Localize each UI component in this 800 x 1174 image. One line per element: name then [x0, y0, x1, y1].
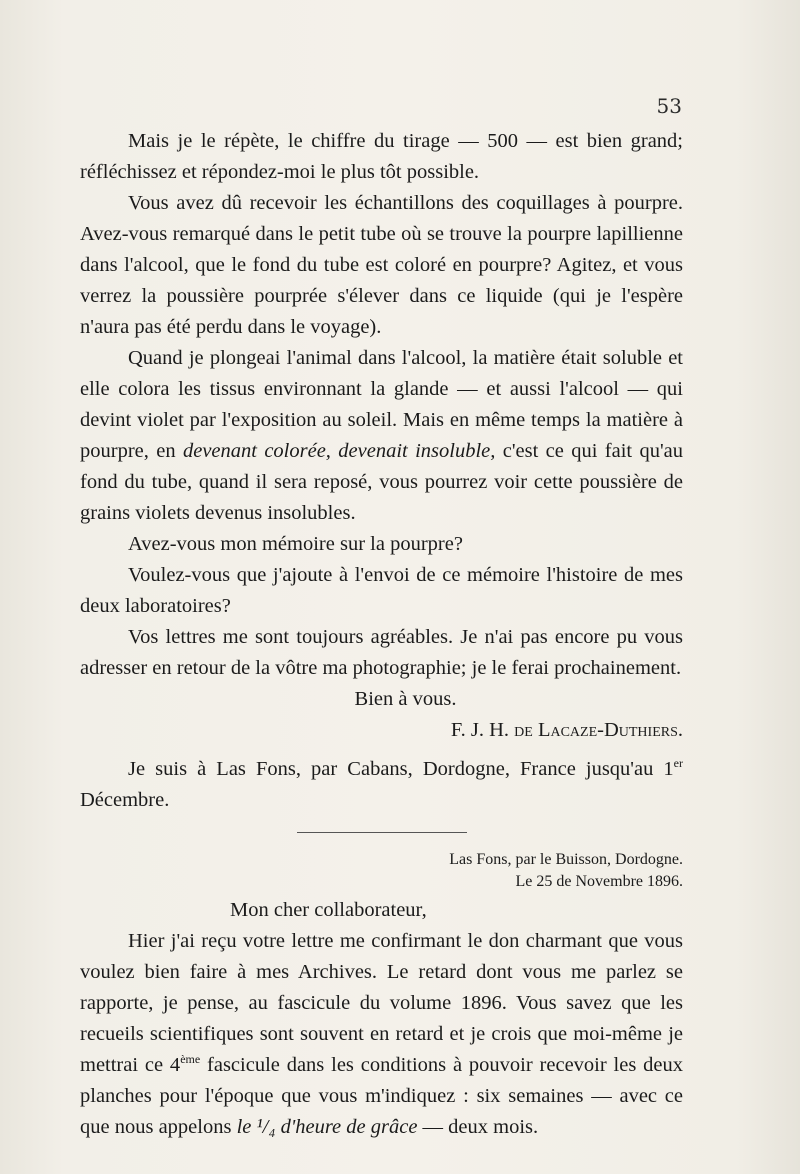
signature-name: de Lacaze-Duthiers.	[514, 719, 683, 741]
italic-phrase: devenant colorée, devenait insoluble,	[182, 440, 496, 462]
signature	[80, 715, 683, 746]
paragraph-text: Quand je plongeai l'animal dans l'alcool, la matière était soluble et elle colora les tissus environnant la glande — et aussi l'alcool — qui devint violet par l'exposition au soleil. Mais en même temps la matière à pourpre, en	[80, 347, 683, 462]
postscript-text-end: Décembre.	[80, 789, 170, 811]
paragraph-text: c'est ce qui fait qu'au fond du tube, quand il sera reposé, vous pourrez voir cette poussière de grains violets devenus insolubles.	[80, 440, 684, 524]
paragraph-text: fascicule dans les conditions à pouvoir recevoir les deux planches pour l'époque que vous m'indiquez : six semaines — avec ce que nous appelons	[80, 1054, 683, 1138]
paragraph: Avez-vous mon mémoire sur la pourpre?	[128, 533, 463, 555]
paragraph-text: Hier j'ai reçu votre lettre me confirmant le don charmant que vous voulez bien faire à mes Archives. Le retard dont vous me parlez se rapporte, je pense, au fascicule du volume 1896. Vous savez que les recueils scientifiques sont souvent en retard et je crois que moi-même je mettrai ce 4	[80, 930, 683, 1076]
separator-rule	[297, 832, 467, 833]
paragraph: Voulez-vous que j'ajoute à l'envoi de ce mémoire l'histoire de mes deux laboratoires?	[80, 564, 683, 617]
postscript-sup: er	[673, 756, 683, 771]
dateline-date: Le 25 de Novembre 1896.	[515, 873, 683, 890]
paragraph: Vous avez dû recevoir les échantillons des coquillages à pourpre. Avez-vous remarqué dans le petit tube où se trouve la pourpre lapillienne dans l'alcool, que le fond du tube est coloré en pourpre? Agitez, et vous verrez la poussière pourprée s'élever dans ce liquide (qui je l'espère n'aura pas été perdu dans le voyage).	[80, 192, 683, 338]
page-number: 53	[656, 94, 682, 118]
paragraph-text: — deux mois.	[417, 1116, 539, 1138]
paragraph	[80, 343, 683, 529]
paragraph: Vos lettres me sont toujours agréables. Je n'ai pas encore pu vous adresser en retour de la vôtre ma photographie; je le ferai prochainement.	[80, 626, 683, 679]
italic-phrase: le ¹/₄ d'heure de grâce	[236, 1116, 418, 1138]
signature-initials: F. J. H.	[450, 719, 510, 741]
closing: Bien à vous.	[354, 688, 457, 710]
superscript: ème	[180, 1052, 201, 1067]
dateline	[80, 849, 683, 893]
dateline-place: Las Fons, par le Buisson, Dordogne.	[449, 851, 683, 868]
salutation: Mon cher collaborateur,	[230, 899, 427, 921]
paragraph	[80, 926, 683, 1143]
letter-body	[80, 126, 683, 1143]
postscript	[80, 754, 683, 816]
paragraph: Mais je le répète, le chiffre du tirage — 500 — est bien grand; réfléchissez et répondez-moi le plus tôt possible.	[80, 130, 683, 183]
postscript-text: Je suis à Las Fons, par Cabans, Dordogne, France jusqu'au 1	[128, 758, 674, 780]
